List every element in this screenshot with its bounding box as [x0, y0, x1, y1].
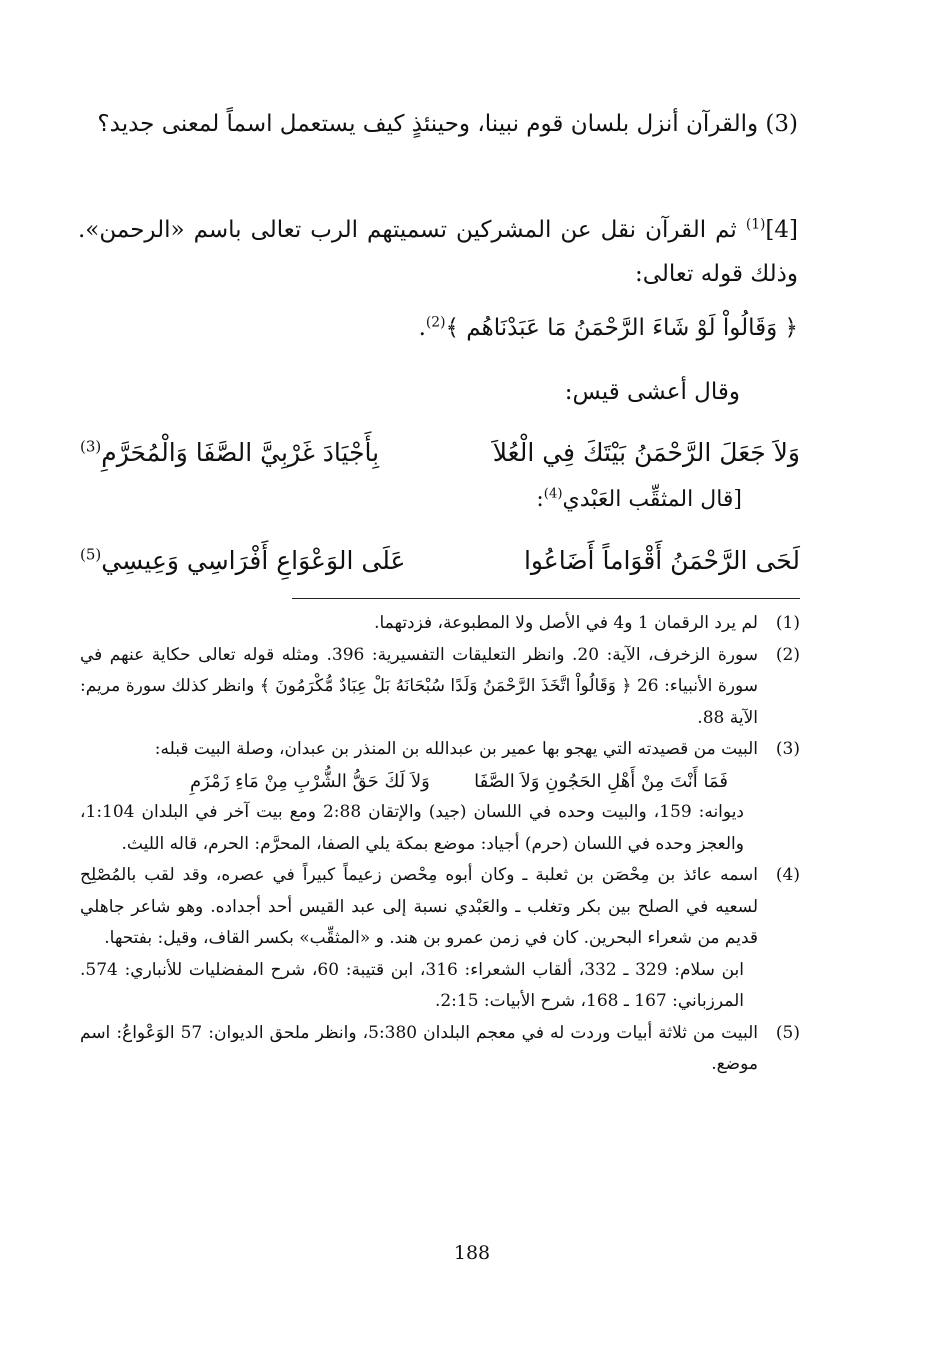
- footnote-ref-1[interactable]: (1): [745, 216, 766, 233]
- footnote-number: (3): [775, 739, 800, 759]
- footnote-text: لم يرد الرقمان 1 و4 في الأصل ولا المطبوعة، فزدتهما.: [374, 613, 758, 633]
- footnote-text: اسمه عائذ بن مِحْصَن بن ثعلبة ـ وكان أبوه مِحْصن زعيماً كبيراً في عصره، وقد لقب بالمُصْلِح لسعيه في الصلح بين بكر وتغلب ـ والعَبْدي نسبة إلى عبد القيس أحد أجداده. وهو شاعر جاهلي قديم من شعراء البحرين. كان في زمن عمرو بن هند. و «المثقِّب» بكسر القاف، وقيل: بفتحها.: [80, 865, 758, 948]
- verse-asha-second-hemistich: [80, 428, 379, 478]
- verse-asha-first-hemistich: وَلاَ جَعَلَ الرَّحْمَنُ بَيْتَكَ فِي الْعُلاَ: [492, 438, 800, 467]
- footnote-divider: [292, 598, 800, 599]
- footnotes: [80, 608, 800, 1081]
- footnote-ref-4[interactable]: (4): [543, 486, 563, 502]
- footnote-poem: [80, 766, 758, 798]
- footnote-poem-first-hemistich: فَمَا أَنْتَ مِنْ أَهْلِ الحَجُونِ وَلاَ الصَّفَا: [474, 770, 728, 792]
- verse-asha: [80, 428, 800, 478]
- footnote-text: سورة الزخرف، الآية: 20. وانظر التعليقات التفسيرية: 396. ومثله قوله تعالى حكاية عنهم في سورة الأنبياء: 26 ﴿ وَقَالُواْ اتَّخَذَ الرَّحْمَنُ وَلَدًا سُبْحَانَهُ بَلْ عِبَادٌ مُّكْرَمُونَ ﴾ وانظر كذلك سورة مريم: الآية 88.: [80, 644, 759, 728]
- footnote-ref-5[interactable]: (5): [80, 545, 102, 564]
- footnote-sources: ابن سلام: 329 ـ 332، ألقاب الشعراء: 316، ابن قتيبة: 60، شرح المفضليات للأنباري: 574. المرزباني: 167 ـ 168، شرح الأبيات: 2:15.: [80, 959, 744, 1011]
- footnote-2: [80, 640, 800, 735]
- paragraph-3-text: (3) والقرآن أنزل بلسان قوم نبينا، وحينئذٍ كيف يستعمل اسماً لمعنى جديد؟: [97, 111, 798, 137]
- footnote-text: البيت من ثلاثة أبيات وردت له في معجم البلدان 5:380، وانظر ملحق الديوان: 57 الوَعْواعُ: اسم موضع.: [80, 1022, 758, 1074]
- quran-quote-end: .: [418, 315, 426, 341]
- quran-quote: [78, 306, 798, 350]
- footnote-poem-second-hemistich: وَلاَ لَكَ حَقُّ الشُّرْبِ مِنْ مَاءِ زَمْزَمِ: [190, 770, 430, 792]
- verse-muthaqqib: [80, 536, 800, 586]
- verse-asha-second-text: بِأَجْيَادَ غَرْبِيَّ الصَّفَا وَالْمُحَرَّمِ: [101, 438, 380, 467]
- verse-muthaqqib-second-text: عَلَى الوَعْوَاعِ أَفْرَاسِي وَعِيسِي: [101, 546, 406, 575]
- footnote-number: (1): [775, 613, 800, 633]
- asha-intro-text: وقال أعشى قيس:: [564, 379, 740, 405]
- footnote-number: (5): [775, 1022, 800, 1043]
- footnote-text: البيت من قصيدته التي يهجو بها عمير بن عبدالله بن المنذر بن عبدان، وصلة البيت قبله:: [154, 739, 758, 759]
- verse-muthaqqib-second-hemistich: [80, 536, 405, 586]
- muthaqqib-intro-text: [قال المثقِّب العَبْدي: [562, 487, 742, 512]
- asha-intro: [565, 370, 740, 414]
- footnote-1: [80, 608, 800, 640]
- footnote-3: [80, 734, 800, 860]
- verse-muthaqqib-first-hemistich: لَحَى الرَّحْمَنُ أَقْوَاماً أَضَاعُوا: [523, 546, 800, 575]
- page-number: 188: [453, 1242, 491, 1264]
- footnote-5: [80, 1018, 800, 1081]
- paragraph-4: [78, 208, 798, 296]
- quran-quote-text: ﴿ وَقَالُواْ لَوْ شَاءَ الرَّحْمَنُ مَا عَبَدْنَاهُم ﴾: [445, 315, 798, 341]
- footnote-sources: ديوانه: 159، والبيت وحده في اللسان (جيد) والإتقان 2:88 ومع بيت آخر في البلدان 1:104، والعجز وحده في اللسان (حرم) أجياد: موضع بمكة يلي الصفا، المحرَّم: الحرم، قاله الليث.: [80, 802, 744, 854]
- paragraph-3: [78, 102, 798, 146]
- footnote-number: (4): [775, 865, 800, 885]
- footnote-ref-3[interactable]: (3): [80, 437, 102, 456]
- paragraph-4-marker: [4]: [765, 217, 798, 243]
- footnote-number: (2): [775, 644, 800, 665]
- muthaqqib-intro-end: :: [536, 487, 544, 512]
- footnote-4: [80, 860, 800, 1018]
- muthaqqib-intro: [536, 480, 742, 520]
- footnote-ref-2[interactable]: (2): [425, 314, 446, 331]
- paragraph-4-text: ثم القرآن نقل عن المشركين تسميتهم الرب تعالى باسم «الرحمن». وذلك قوله تعالى:: [78, 217, 798, 287]
